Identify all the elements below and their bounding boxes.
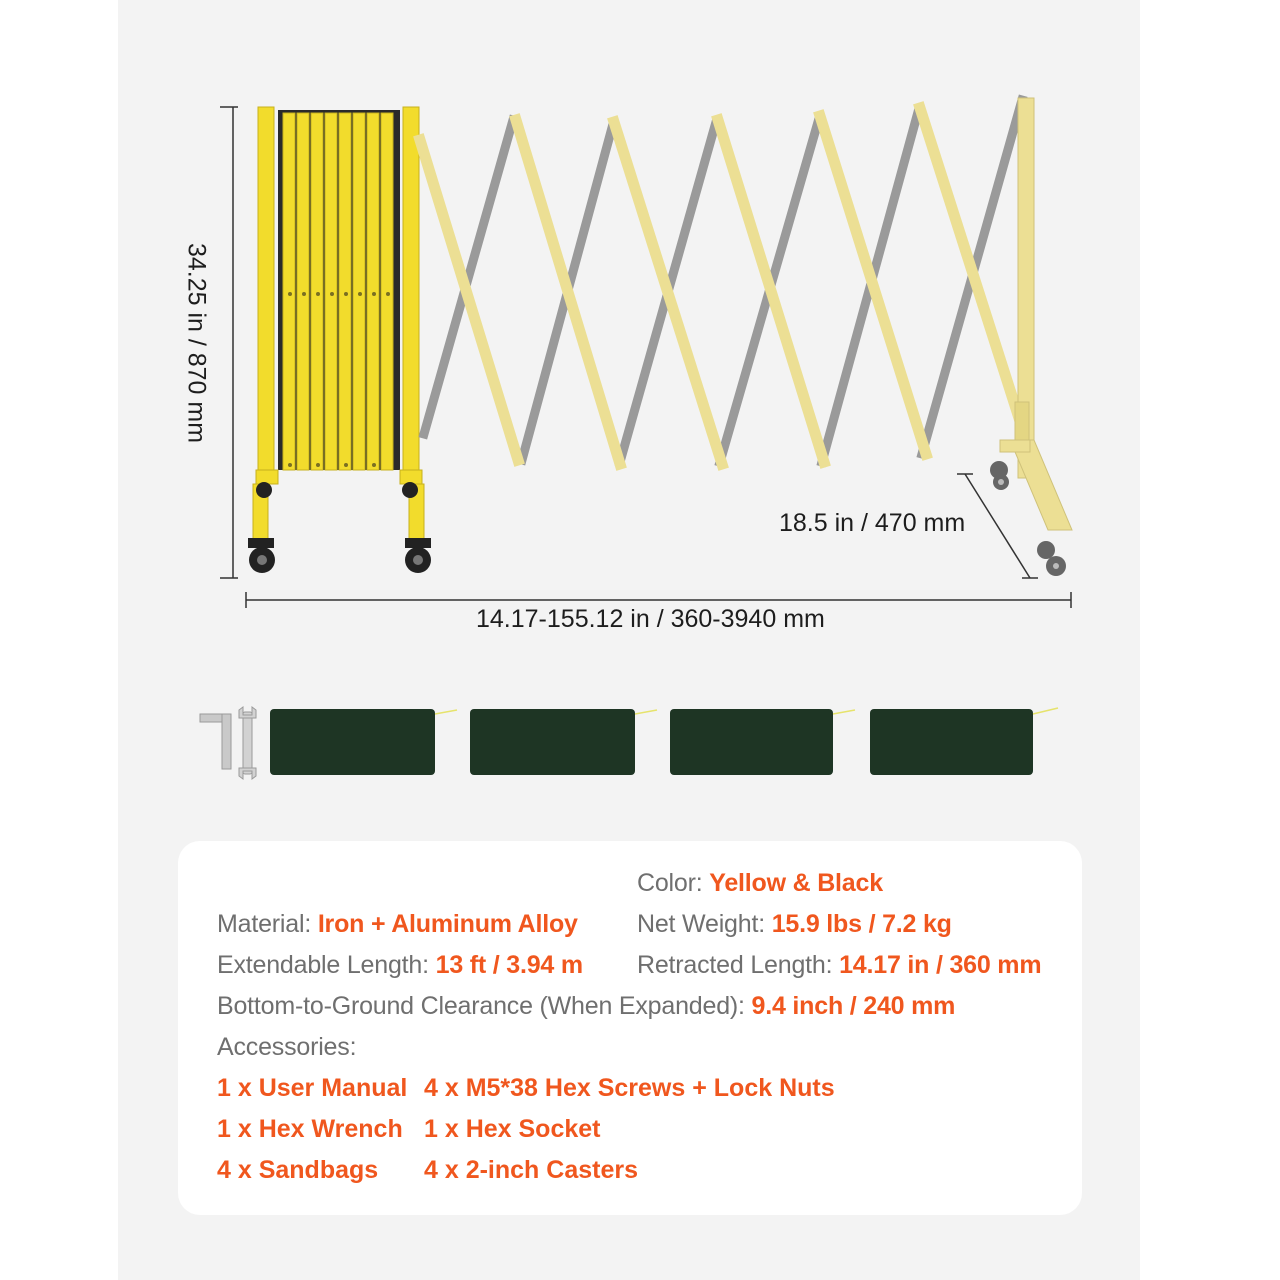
hex-socket-icon bbox=[200, 714, 231, 769]
sandbag-icon bbox=[270, 709, 457, 775]
accessory-item: 4 x Sandbags bbox=[217, 1156, 379, 1184]
spec-card bbox=[178, 841, 1082, 1215]
spec-net-weight: Net Weight: 15.9 lbs / 7.2 kg bbox=[637, 910, 952, 938]
accessory-item: 1 x Hex Socket bbox=[424, 1115, 601, 1143]
spec-retracted-length: Retracted Length: 14.17 in / 360 mm bbox=[637, 951, 1042, 979]
width-dimension-label: 14.17-155.12 in / 360-3940 mm bbox=[476, 605, 825, 633]
accessory-item: 4 x M5*38 Hex Screws + Lock Nuts bbox=[424, 1074, 835, 1102]
spec-clearance: Bottom-to-Ground Clearance (When Expanded): 9.4 inch / 240 mm bbox=[217, 992, 956, 1020]
caster-right bbox=[405, 538, 431, 573]
accessories-heading: Accessories: bbox=[217, 1033, 357, 1061]
sandbag-icon bbox=[870, 708, 1058, 775]
spec-color: Color: Yellow & Black bbox=[637, 869, 883, 897]
hex-wrench-icon bbox=[239, 707, 256, 779]
sandbag-icon bbox=[670, 709, 855, 775]
retracted-gate-section bbox=[248, 107, 431, 573]
sandbag-icon bbox=[470, 709, 657, 775]
accessory-item: 1 x User Manual bbox=[217, 1074, 408, 1102]
extended-scissor-section bbox=[420, 98, 1072, 576]
height-dimension-label: 34.25 in / 870 mm bbox=[182, 242, 211, 444]
spec-extendable-length: Extendable Length: 13 ft / 3.94 m bbox=[217, 951, 583, 979]
spec-material: Material: Iron + Aluminum Alloy bbox=[217, 910, 578, 938]
depth-dimension-label: 18.5 in / 470 mm bbox=[779, 509, 966, 537]
caster-left bbox=[248, 538, 275, 573]
accessory-item: 4 x 2-inch Casters bbox=[424, 1156, 638, 1184]
accessory-item: 1 x Hex Wrench bbox=[217, 1115, 403, 1143]
height-dimension-line bbox=[220, 107, 238, 578]
depth-dimension-line bbox=[957, 474, 1038, 578]
